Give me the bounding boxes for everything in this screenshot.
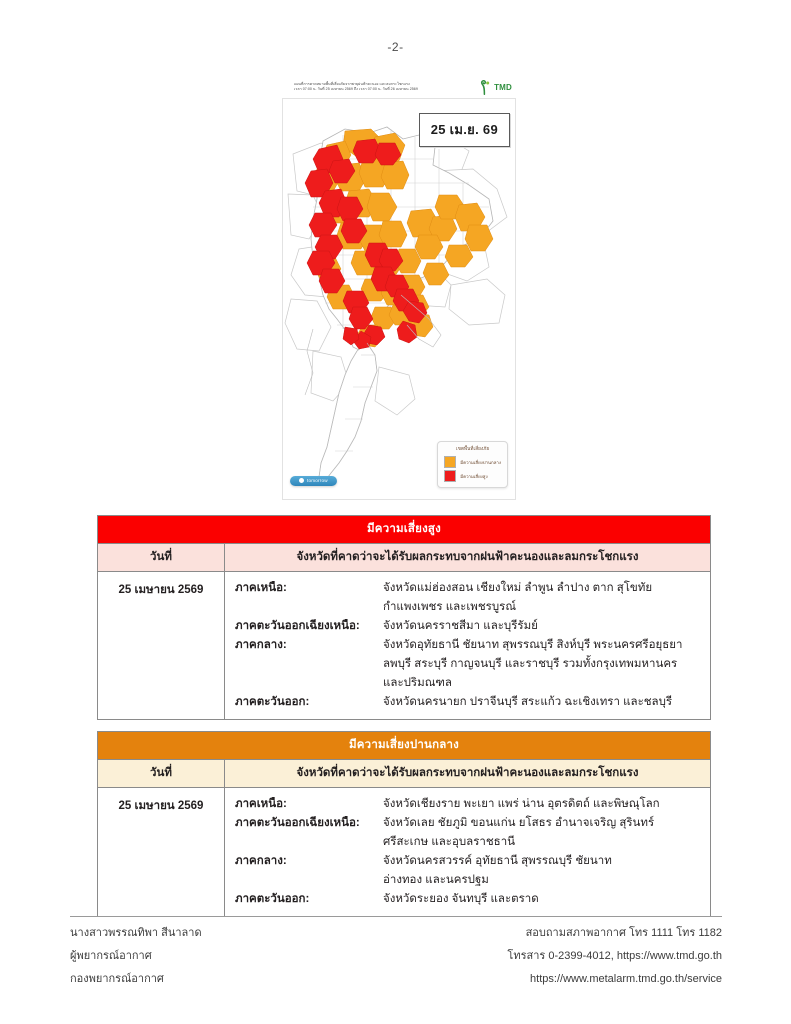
region-label-north: ภาคเหนือ: — [235, 582, 287, 594]
tmd-logo-text: TMD — [494, 83, 512, 92]
region-label-central: ภาคกลาง: — [235, 855, 287, 867]
region-line: กำแพงเพชร และเพชรบูรณ์ — [383, 601, 516, 613]
legend-label-moderate: มีความเสี่ยงปานกลาง — [460, 459, 501, 465]
legend-swatch-high — [444, 470, 456, 482]
region-label-northeast: ภาคตะวันออกเฉียงเหนือ: — [235, 620, 360, 632]
table-header-row — [98, 544, 711, 572]
table-header-row — [98, 760, 711, 788]
region-line: ศรีสะเกษ และอุบลราชธานี — [383, 836, 516, 848]
map-badge-label: tomorrow — [307, 478, 328, 483]
risk-map-figure — [282, 80, 514, 500]
legend-item-high — [444, 470, 501, 482]
region-label-northeast: ภาคตะวันออกเฉียงเหนือ: — [235, 817, 360, 829]
high-risk-table — [97, 515, 711, 720]
high-risk-col-date: วันที่ — [98, 544, 225, 572]
footer-service-url[interactable]: https://www.metalarm.tmd.go.th/service — [530, 973, 722, 985]
table-row — [98, 788, 711, 917]
high-risk-date: 25 เมษายน 2569 — [98, 572, 225, 720]
thailand-map — [282, 98, 516, 500]
moderate-risk-col-date: วันที่ — [98, 760, 225, 788]
region-lines-east — [383, 693, 704, 712]
footer-fax-website[interactable]: โทรสาร 0-2399-4012, https://www.tmd.go.th — [507, 950, 722, 962]
table-title-row — [98, 516, 711, 544]
legend-item-moderate — [444, 456, 501, 468]
footer-author-role: ผู้พยากรณ์อากาศ — [70, 950, 152, 962]
region-label-east: ภาคตะวันออก: — [235, 696, 310, 708]
footer-left — [70, 922, 202, 991]
moderate-risk-title: มีความเสี่ยงปานกลาง — [98, 732, 711, 760]
region-lines-northeast — [383, 617, 704, 636]
region-line: จังหวัดเชียงราย พะเยา แพร่ น่าน อุตรดิตถ์ และพิษณุโลก — [383, 798, 660, 810]
moderate-risk-table — [97, 731, 711, 917]
region-lines-north — [383, 579, 704, 617]
page-footer — [70, 922, 722, 991]
moderate-risk-regions — [225, 788, 711, 917]
region-lines-east — [383, 890, 704, 909]
map-date-badge: 25 เม.ย. 69 — [419, 113, 510, 147]
map-source-badge — [290, 476, 337, 486]
region-line: จังหวัดแม่ฮ่องสอน เชียงใหม่ ลำพูน ลำปาง ตาก สุโขทัย — [383, 582, 653, 594]
legend-label-high: มีความเสี่ยงสูง — [460, 473, 488, 479]
footer-divider — [70, 916, 722, 917]
moderate-risk-date: 25 เมษายน 2569 — [98, 788, 225, 917]
region-label-central: ภาคกลาง: — [235, 639, 287, 651]
region-line: และปริมณฑล — [383, 677, 452, 689]
region-line: จังหวัดนครราชสีมา และบุรีรัมย์ — [383, 620, 538, 632]
map-caption — [294, 82, 469, 92]
high-risk-title: มีความเสี่ยงสูง — [98, 516, 711, 544]
region-lines-northeast — [383, 814, 704, 852]
footer-phone: สอบถามสภาพอากาศ โทร 1111 โทร 1182 — [525, 927, 722, 939]
region-line: จังหวัดระยอง จันทบุรี และตราด — [383, 893, 539, 905]
map-caption-line1: แผนที่การคาดหมายพื้นที่เสี่ยงภัยจากพายุฝนฟ้าคะนอง และลมกระโชกแรง — [294, 82, 410, 86]
tmd-logo — [478, 80, 512, 95]
region-line: อ่างทอง และนครปฐม — [383, 874, 489, 886]
badge-dot-icon — [299, 478, 304, 483]
moderate-risk-col-provinces: จังหวัดที่คาดว่าจะได้รับผลกระทบจากฝนฟ้าคะนองและลมกระโชกแรง — [225, 760, 711, 788]
region-lines-central — [383, 636, 704, 693]
region-lines-north — [383, 795, 704, 814]
region-label-east: ภาคตะวันออก: — [235, 893, 310, 905]
region-line: จังหวัดเลย ชัยภูมิ ขอนแก่น ยโสธร อำนาจเจริญ สุรินทร์ — [383, 817, 655, 829]
region-lines-central — [383, 852, 704, 890]
tmd-emblem-icon — [478, 80, 491, 95]
high-risk-col-provinces: จังหวัดที่คาดว่าจะได้รับผลกระทบจากฝนฟ้าคะนองและลมกระโชกแรง — [225, 544, 711, 572]
table-row — [98, 572, 711, 720]
region-line: จังหวัดอุทัยธานี ชัยนาท สุพรรณบุรี สิงห์บุรี พระนครศรีอยุธยา — [383, 639, 683, 651]
region-line: จังหวัดนครนายก ปราจีนบุรี สระแก้ว ฉะเชิงเทรา และชลบุรี — [383, 696, 673, 708]
footer-right — [507, 922, 722, 991]
table-title-row — [98, 732, 711, 760]
region-label-north: ภาคเหนือ: — [235, 798, 287, 810]
legend-title: เขตพื้นที่เสี่ยงภัย — [456, 446, 490, 451]
footer-department: กองพยากรณ์อากาศ — [70, 973, 164, 985]
region-line: จังหวัดนครสวรรค์ อุทัยธานี สุพรรณบุรี ชัยนาท — [383, 855, 612, 867]
high-risk-regions — [225, 572, 711, 720]
page-number: -2- — [387, 40, 404, 54]
map-legend — [437, 441, 508, 488]
region-line: ลพบุรี สระบุรี กาญจนบุรี และราชบุรี รวมทั้งกรุงเทพมหานคร — [383, 658, 678, 670]
footer-author-name: นางสาวพรรณทิพา สีนาลาด — [70, 927, 202, 939]
legend-swatch-moderate — [444, 456, 456, 468]
map-caption-line2: เวลา 07:00 น. วันที่ 25 เมษายน 2569 ถึง เวลา 07:00 น. วันที่ 26 เมษายน 2569 — [294, 87, 418, 92]
